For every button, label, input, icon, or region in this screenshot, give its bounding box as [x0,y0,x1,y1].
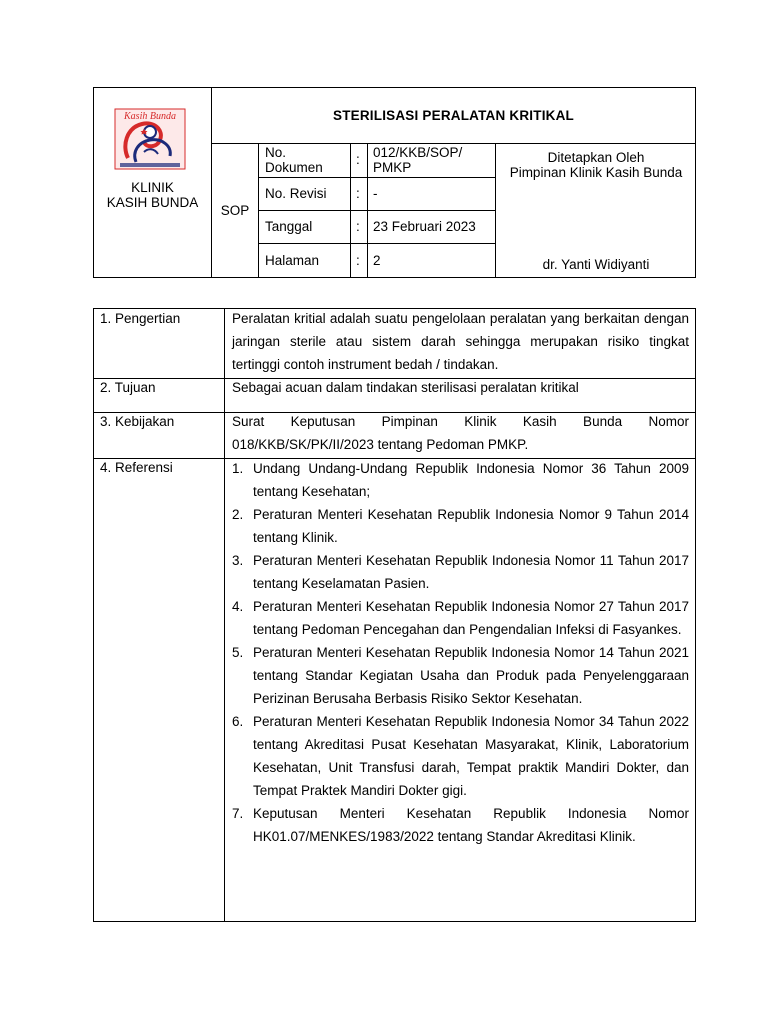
approval-line2: Pimpinan Klinik Kasih Bunda [509,165,683,180]
meta-value-line: PMKP [373,160,412,175]
meta-value-no-revisi: - [373,186,378,201]
meta-value-tanggal: 23 Februari 2023 [373,219,476,234]
header-divider [495,144,496,277]
section-label-pengertian: 1. Pengertian [100,311,181,326]
clinic-logo-cell [94,88,211,277]
reference-item [232,710,689,802]
reference-item [232,802,689,848]
header-divider [212,143,695,144]
meta-colon: : [356,253,360,268]
reference-text: Undang Undang-Undang Republik Indonesia Nomor 36 Tahun 2009 tentang Kesehatan; [253,461,689,499]
clinic-name [94,180,211,210]
approval-block [497,150,695,180]
reference-number: 6. [232,714,244,729]
meta-value-no-dokumen [373,145,462,175]
sop-label: SOP [220,203,250,218]
reference-number: 5. [232,645,244,660]
clinic-name-line2: KASIH BUNDA [106,195,199,210]
reference-item [232,457,689,503]
reference-number: 2. [232,507,244,522]
section-text-kebijakan: Surat Keputusan Pimpinan Klinik Kasih Bunda Nomor 018/KKB/SK/PK/II/2023 tentang Pedoman PMKP. [232,414,689,452]
reference-text: Keputusan Menteri Kesehatan Republik Indonesia Nomor HK01.07/MENKES/1983/2022 tentang Standar Akreditasi Klinik. [253,806,689,844]
reference-text: Peraturan Menteri Kesehatan Republik Indonesia Nomor 14 Tahun 2021 tentang Standar Kegiatan Usaha dan Produk pada Penyelenggaraan Perizinan Berusaha Berbasis Risiko Sektor Kesehatan. [253,645,689,706]
document-title: STERILISASI PERALATAN KRITIKAL [333,108,574,123]
reference-item [232,549,689,595]
sop-content-table [93,308,696,922]
header-divider [259,177,495,178]
section-label-tujuan: 2. Tujuan [100,380,156,395]
meta-colon: : [356,152,360,167]
reference-number: 7. [232,806,244,821]
reference-text: Peraturan Menteri Kesehatan Republik Indonesia Nomor 9 Tahun 2014 tentang Klinik. [253,507,689,545]
section-text-pengertian: Peralatan kritial adalah suatu pengelolaan peralatan yang berkaitan dengan jaringan sterile atau sistem darah sehingga merupakan risiko tingkat tertinggi contoh instrument bedah / tindakan. [232,311,689,372]
meta-label-line: Dokumen [265,160,323,175]
reference-text: Peraturan Menteri Kesehatan Republik Indonesia Nomor 27 Tahun 2017 tentang Pedoman Pencegahan dan Pengendalian Infeksi di Fasyankes. [253,599,689,637]
section-label-kebijakan: 3. Kebijakan [100,414,175,429]
reference-text: Peraturan Menteri Kesehatan Republik Indonesia Nomor 11 Tahun 2017 tentang Keselamatan Pasien. [253,553,689,591]
approval-line1: Ditetapkan Oleh [547,150,645,165]
header-divider [259,210,495,211]
meta-label-no-revisi: No. Revisi [265,186,327,201]
header-divider [259,243,495,244]
svg-text:Kasih Bunda: Kasih Bunda [124,111,176,122]
reference-item [232,595,689,641]
meta-value-line: 012/KKB/SOP/ [373,145,463,160]
section-label-referensi: 4. Referensi [100,460,173,475]
meta-label-line: No. [265,145,287,160]
clinic-name-line1: KLINIK [131,180,174,195]
reference-number: 4. [232,599,244,614]
section-text-tujuan: Sebagai acuan dalam tindakan sterilisasi peralatan kritikal [232,380,579,395]
column-divider [224,309,225,921]
meta-colon: : [356,219,360,234]
clinic-logo [114,108,186,170]
reference-item [232,503,689,549]
meta-colon: : [356,186,360,201]
meta-label-no-dokumen [265,145,323,175]
meta-label-tanggal: Tanggal [265,219,313,234]
reference-number: 1. [232,461,244,476]
reference-list [232,457,689,848]
meta-value-halaman: 2 [373,253,381,268]
reference-text: Peraturan Menteri Kesehatan Republik Indonesia Nomor 34 Tahun 2022 tentang Akreditasi Pusat Kesehatan Masyarakat, Klinik, Laboratorium Kesehatan, Unit Transfusi darah, Tempat praktik Mandiri Dokter, dan Tempat Praktek Mandiri Dokter gigi. [253,714,689,798]
meta-label-halaman: Halaman [265,253,320,268]
approval-signer: dr. Yanti Widiyanti [542,257,650,272]
reference-item [232,641,689,710]
document-header-table [93,87,696,278]
reference-number: 3. [232,553,244,568]
